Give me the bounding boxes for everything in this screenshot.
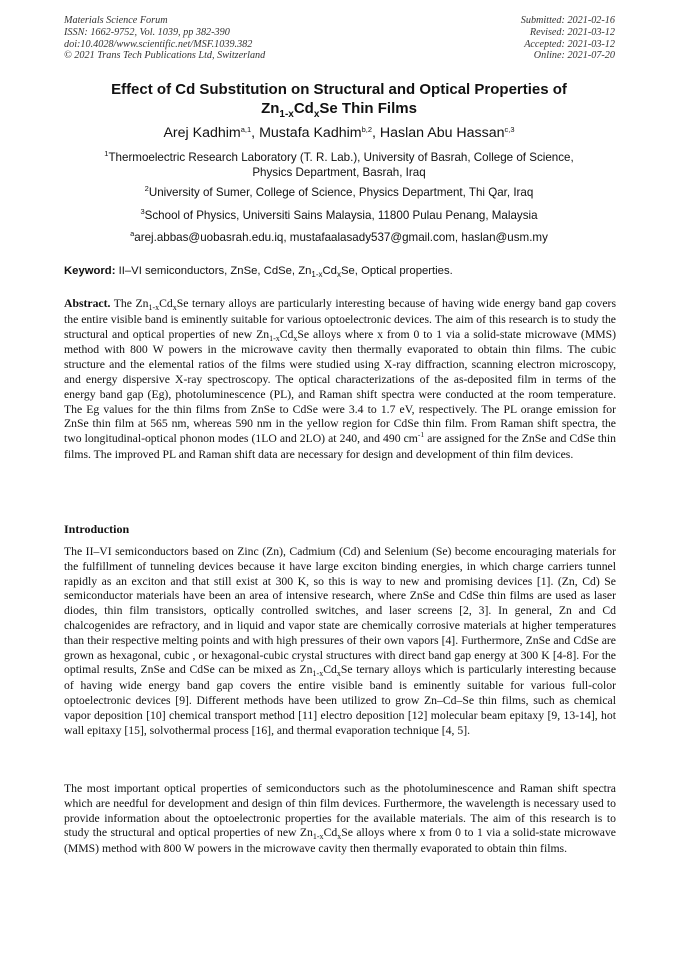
author-emails: $^a$arej.abbas@uobasrah.edu.iq, mustafaalasady537@gmail.com, haslan@usm.my [130,229,548,244]
author-1: Arej Kadhim [163,125,241,141]
abstract-label: Abstract. [64,297,111,310]
copyright-line: © 2021 Trans Tech Publications Ltd, Switzerland [64,50,266,62]
journal-name: Materials Science Forum [64,15,168,26]
submitted-date: Submitted: 2021-02-16 [520,15,615,26]
doi-line: doi:10.4028/www.scientific.net/MSF.1039.382 [64,38,253,50]
journal-info [64,15,265,62]
title-line-1: Effect of Cd Substitution on Structural and Optical Properties of [111,81,567,98]
author-2: Mustafa Kadhim [259,125,362,141]
accepted-date: Accepted: 2021-03-12 [524,38,615,50]
introduction-paragraph-2: The most important optical properties of semiconductors such as the photoluminescence and Raman shift spectra which are needful for development and design of thin film devices. Furthermore, the wavelength is necessary used to provide information about the optoelectronic properties for the available materials. The aim of this research is to study the structural and optical properties of new $Zn_{1-x}Cd_xSe$ alloys where x from 0 to 1 via a solid-state microwave (MMS) method with 800 W powers in the microwave cavity then thermally evaporated to obtain thin films. [64,782,616,856]
affiliation-2: $^2$University of Sumer, College of Science, Physics Department, Thi Qar, Iraq [144,184,534,199]
keywords-label: Keyword: [64,265,116,277]
revised-date: Revised: 2021-03-12 [529,26,615,38]
keywords: Keyword: II–VI semiconductors, ZnSe, CdSe, $Zn_{1-x}Cd_xSe$, Optical properties. [64,265,453,279]
publication-dates [521,15,615,62]
affiliation-1: $^1$Thermoelectric Research Laboratory (T. R. Lab.), University of Basrah, College of Science, Physics Department, Basrah, Iraq [104,149,574,179]
title-line-2: $Zn_{1-x}Cd_xSe$ Thin Films [261,100,417,120]
author-list: Arej Kadhim$^{a,1}$, Mustafa Kadhim$^{b,2}$, Haslan Abu Hassan$^{c,3}$ [163,125,515,141]
abstract: Abstract. The $Zn_{1-x}Cd_xSe$ ternary alloys are particularly interesting because of having wide energy band gap covers the entire visible band is eminently suitable for various optoelectronic devices. The aim of this research is to study the structural and optical properties of new $Zn_{1-x}Cd_xSe$ alloys where x from 0 to 1 via a solid-state microwave (MMS) method with 800 W powers in the microwave cavity then thermally evaporated to obtain thin films. The cubic structure and the elemental ratios of the films were studied using X-ray diffraction, scanning electron microscopy, and energy dispersive X-ray spectroscopy. The optical characterizations of the as-deposited film in terms of the energy band gap (Eg), photoluminescence (PL), and Raman shift spectra were conducted at the room temperature. The Eg values for the thin films from ZnSe to CdSe were 3.4 to 1.7 eV, respectively. The PL orange emission for ZnSe thin film at 565 nm, whereas 590 nm in the yellow region for CdSe thin film. From Raman shift spectra, the two longitudinal-optical phonon modes (1LO and 2LO) at 240, and 490 $cm^{-1}$ are assigned for the ZnSe and CdSe thin films. The improved PL and Raman shift data are necessary for design and development of thin film devices. [64,297,616,461]
issn-line: ISSN: 1662-9752, Vol. 1039, pp 382-390 [64,26,230,38]
author-3: Haslan Abu Hassan [379,125,505,141]
paper-title [50,80,628,120]
affiliation-3: $^3$School of Physics, Universiti Sains Malaysia, 11800 Pulau Penang, Malaysia [140,207,538,222]
online-date: Online: 2021-07-20 [533,50,615,62]
introduction-heading: Introduction [64,522,130,536]
introduction-paragraph-1: The II–VI semiconductors based on Zinc (Zn), Cadmium (Cd) and Selenium (Se) become encouraging materials for the fulfillment of tunneling devices because it have large exciton binding energies, in which charge carriers tunnel rapidly as an exciton and that still exist at 300 K, so this is way to new and promising devices [1]. (Zn, Cd) Se semiconductor materials have been an area of intensive research, where ZnSe and CdSe thin films are used as laser diodes, thin film transistors, optically controlled switches, and laser screens [2, 3]. In general, Zn and Cd chalcogenides are refractory, and in liquid and vapor state are chemically corrosive materials at higher temperatures than their respective melting points and with high pressures of their own vapors [4]. Furthermore, ZnSe and CdSe are grown as hexagonal, cubic , or hexagonal-cubic crystal structures with direct band gap energy at 300 K [4-8]. For the optimal results, ZnSe and CdSe can be mixed as $Zn_{1-x}Cd_xSe$ ternary alloys which is particularly interesting because of having wide energy band gap covers the entire visible band is eminently suitable for various full-color optoelectronic devices [9]. Different methods have been utilized to grow Zn–Cd–Se thin films, such as chemical vapor deposition [10] chemical transport method [11] electro deposition [12] molecular beam epitaxy [9, 13-14], hot wall epitaxy [15], solvothermal process [16], and thermal evaporation technique [4, 5]. [64,545,617,737]
